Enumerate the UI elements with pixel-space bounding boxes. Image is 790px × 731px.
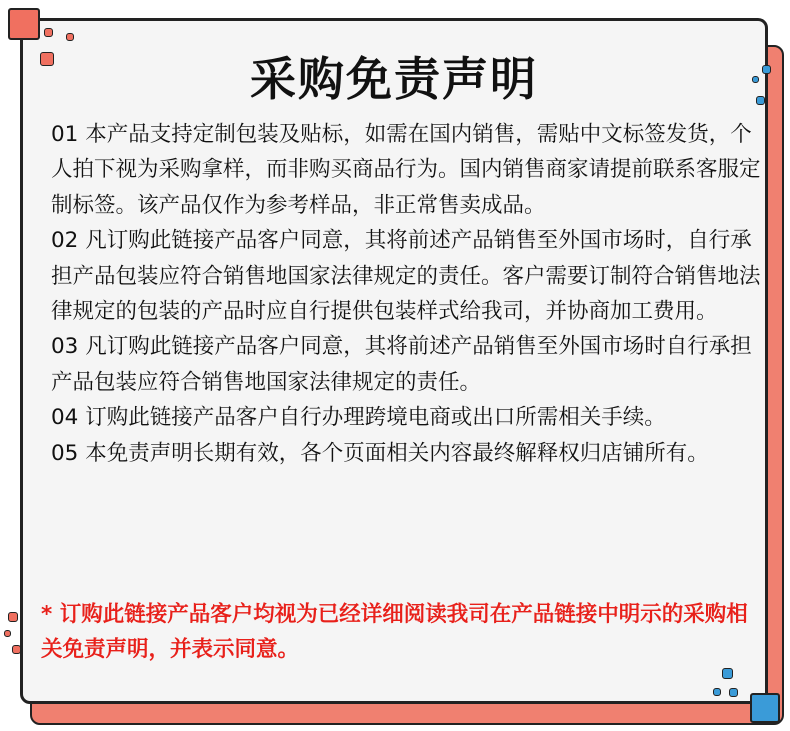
paragraph-03: 03 凡订购此链接产品客户同意，其将前述产品销售至外国市场时自行承担产品包装应符合销售地国家法律规定的责任。: [51, 334, 752, 395]
paragraph-04: 04 订购此链接产品客户自行办理跨境电商或出口所需相关手续。: [51, 405, 666, 431]
decor-square-red-large: [8, 8, 40, 40]
decor-square-red-small: [4, 630, 11, 637]
decor-square-blue-small: [756, 96, 765, 105]
disclaimer-card: [20, 18, 768, 704]
decor-square-red-small: [44, 28, 53, 37]
decor-square-blue-small: [713, 688, 721, 696]
paragraph-02: 02 凡订购此链接产品客户同意，其将前述产品销售至外国市场时，自行承担产品包装应符合销售地国家法律规定的责任。客户需要订制符合销售地法律规定的包装的产品时应自行提供包装样式给我司，并协商加工费用。: [51, 228, 761, 325]
agreement-note: * 订购此链接产品客户均视为已经详细阅读我司在产品链接中明示的采购相关免责声明，并表示同意。: [41, 602, 748, 662]
decor-square-blue-small: [722, 668, 733, 679]
decor-square-blue-small: [762, 65, 771, 74]
paragraph-01: 01 本产品支持定制包装及贴标，如需在国内销售，需贴中文标签发货，个人拍下视为采购拿样，而非购买商品行为。国内销售商家请提前联系客服定制标签。该产品仅作为参考样品，非正常售卖成品。: [51, 122, 761, 218]
decor-square-red-small: [12, 645, 21, 654]
page-title: 采购免责声明: [250, 52, 538, 106]
decor-square-red-small: [8, 612, 18, 622]
decor-square-red-small: [66, 33, 74, 41]
decor-square-blue-small: [752, 76, 759, 83]
decor-square-blue-large: [750, 693, 780, 723]
decor-square-blue-small: [729, 688, 738, 697]
paragraph-05: 05 本免责声明长期有效，各个页面相关内容最终解释权归店铺所有。: [51, 440, 709, 466]
decor-square-red-medium: [40, 52, 54, 66]
disclaimer-body: [51, 117, 763, 471]
